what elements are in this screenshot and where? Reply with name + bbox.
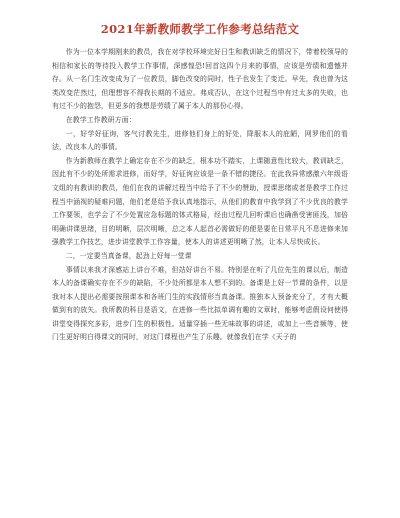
document-title: 2021年新教师教学工作参考总结范文	[100, 22, 300, 36]
paragraph-point-two: 二，一定要当真备课，起劲上好每一堂课	[65, 251, 192, 260]
paragraph-point-one: 一，好学好征询，客气讨教先生，进修他们身上的好处，降服本人的庇陋，网罗他们的看法，改良本人的事情。	[52, 129, 348, 152]
paragraph-section-heading: 在教学工作教研方面：	[65, 115, 136, 124]
paragraph-point-two-detail: 事情以来我才深感站上讲台不难，但站好讲台不易。特别是在听了几位先生的课以后，制造本人的备课确实存在不少的缺陷，不少处所都是本人想不到的。备课是上好一节课的条件，以是我对本人提出必需要按照课本和各班门生的实践情形当真备课。推独本人预备充分了，才有大概做到有的放矢。我所教的科目是语文，在进修一些比拟单调有趣的文章时，能够考虑假设何使得讲堂变得探究多彩，进步门生的积极性。适量穿插一些无味故事的讲述，或加上一些音频等，使门生更好明白得课文的同时，对这门课程也产生了乐趣。就像我们在学《天子的	[52, 265, 348, 342]
paragraph-intro: 作为一位本学期刚来的教员，我在对学校环境完好日生和教训缺乏的情况下，带着校领导的相信和家长的等待投入教学工作事情，深感惶恐!回首这四个月来的事情，应该是劳绩和遗憾并存。从一名门生改变成为了一位教员，脚色改变的同时，性子也发生了变迁。早先，我也曾为这类改变茫然过，但理想容不得我长期的不适应。弗成否认，在这个过程当中有过太多的失败，也有过不少的抱怨，但更多的我想是劳绩了属于本人的那份心得。	[52, 48, 348, 111]
paragraph-point-one-detail: 作为新教师在教学上确定存在不少的缺乏，根本功不踏实，上课随意性比较大，教训缺乏，因此有不少的处所需求进修，而好学，好征询应该是一条不错的捷径。在此我异常感激六年级语文组的有教训的教员，他们在我的讲解过程当中给予了不少的赞助，授课思绪或者是教学工作过程当中涵视的疑难问题，他们老是给予我认真地指示，从他们的教育中我学到了不少优良的教学工作要领，也学会了不少处置应急标题的体式格局，经由过程几回听课后也确凿受害匪浅，加倍明确讲课思绪，目的明晰，层次明晰，总之本人起首必需做好的便是要在日常平凡不息进修来加强教学工作技艺，进步讲堂教学工作容量，使本人的讲述更明晰了然，让本人尽快成长。	[52, 156, 348, 247]
